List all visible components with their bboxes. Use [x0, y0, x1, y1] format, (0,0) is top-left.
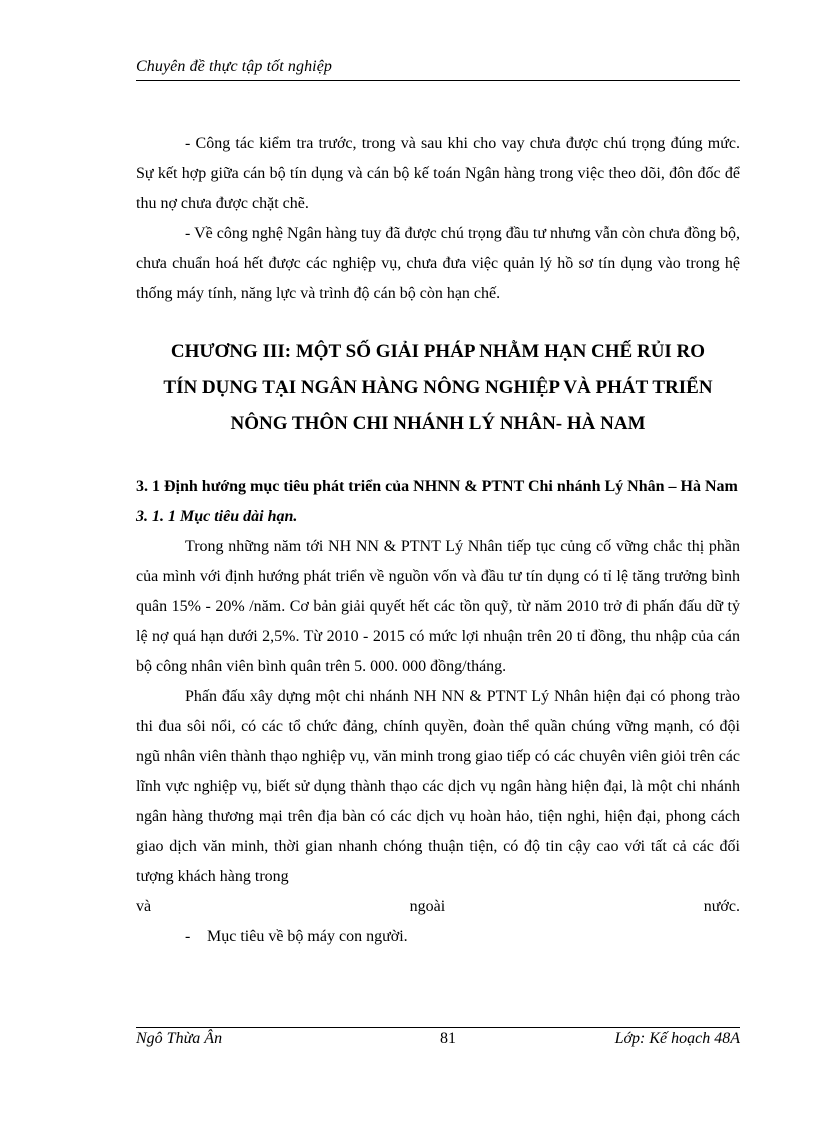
chapter-title-line-3: NÔNG THÔN CHI NHÁNH LÝ NHÂN- HÀ NAM [230, 413, 646, 434]
footer-author: Ngô Thừa Ân [136, 1030, 223, 1047]
chapter-title [136, 334, 740, 442]
footer-class: Lớp: Kế hoạch 48A [614, 1030, 740, 1047]
header-rule [136, 80, 740, 81]
page-body [136, 129, 740, 952]
spread-word-3: nước. [703, 898, 740, 915]
page-number: 81 [440, 1030, 456, 1047]
running-header: Chuyên đề thực tập tốt nghiệp [136, 58, 333, 75]
bullet-item [136, 922, 740, 952]
section-paragraph-2: Phấn đấu xây dựng một chi nhánh NH NN & PTNT Lý Nhân hiện đại có phong trào thi đua sôi nổi, có các tổ chức đảng, chính quyền, đoàn thể quần chúng vững mạnh, có đội ngũ nhân viên thành thạo nghiệp vụ, văn minh trong giao tiếp có các chuyên viên giỏi trên các lĩnh vực nghiệp vụ, biết sử dụng thành thạo các dịch vụ ngân hàng hiện đại, là một chi nhánh ngân hàng thương mại trên địa bàn có các dịch vụ hoàn hảo, tiện nghi, hiện đại, phong cách giao dịch văn minh, thời gian nhanh chóng thuận tiện, có độ tin cậy cao với tất cả các đối tượng khách hàng trong [136, 688, 740, 885]
footer-rule [136, 1027, 740, 1028]
section-heading: 3. 1 Định hướng mục tiêu phát triển của NHNN & PTNT Chi nhánh Lý Nhân – Hà Nam [136, 478, 738, 495]
subsection-heading: 3. 1. 1 Mục tiêu dài hạn. [136, 508, 298, 525]
bullet-text: Mục tiêu về bộ máy con người. [207, 928, 408, 945]
bullet-dash: - [185, 928, 191, 945]
spread-word-1: và [136, 898, 152, 915]
chapter-title-line-2: TÍN DỤNG TẠI NGÂN HÀNG NÔNG NGHIỆP VÀ PHÁT TRIỂN [163, 377, 713, 398]
justified-line [136, 892, 740, 922]
chapter-title-line-1: CHƯƠNG III: MỘT SỐ GIẢI PHÁP NHẰM HẠN CHẾ RỦI RO [170, 341, 706, 362]
intro-paragraph-1: - Công tác kiểm tra trước, trong và sau khi cho vay chưa được chú trọng đúng mức. Sự kết hợp giữa cán bộ tín dụng và cán bộ kế toán Ngân hàng trong việc theo dõi, đôn đốc để thu nợ chưa được chặt chẽ. [136, 135, 740, 212]
intro-paragraph-2: - Về công nghệ Ngân hàng tuy đã được chú trọng đầu tư nhưng vẫn còn chưa đồng bộ, chưa chuẩn hoá hết được các nghiệp vụ, chưa đưa việc quản lý hồ sơ tín dụng vào trong hệ thống máy tính, năng lực và trình độ cán bộ còn hạn chế. [136, 225, 740, 302]
section-paragraph-1: Trong những năm tới NH NN & PTNT Lý Nhân tiếp tục củng cố vững chắc thị phần của mình với định hướng phát triển về nguồn vốn và đầu tư tín dụng có tỉ lệ tăng trưởng bình quân 15% - 20% /năm. Cơ bản giải quyết hết các tồn quỹ, từ năm 2010 trở đi phấn đấu dữ tỷ lệ nợ quá hạn dưới 2,5%. Từ 2010 - 2015 có mức lợi nhuận trên 20 tỉ đồng, thu nhập của cán bộ công nhân viên bình quân trên 5. 000. 000 đồng/tháng. [136, 538, 740, 675]
spread-word-2: ngoài [409, 898, 446, 915]
